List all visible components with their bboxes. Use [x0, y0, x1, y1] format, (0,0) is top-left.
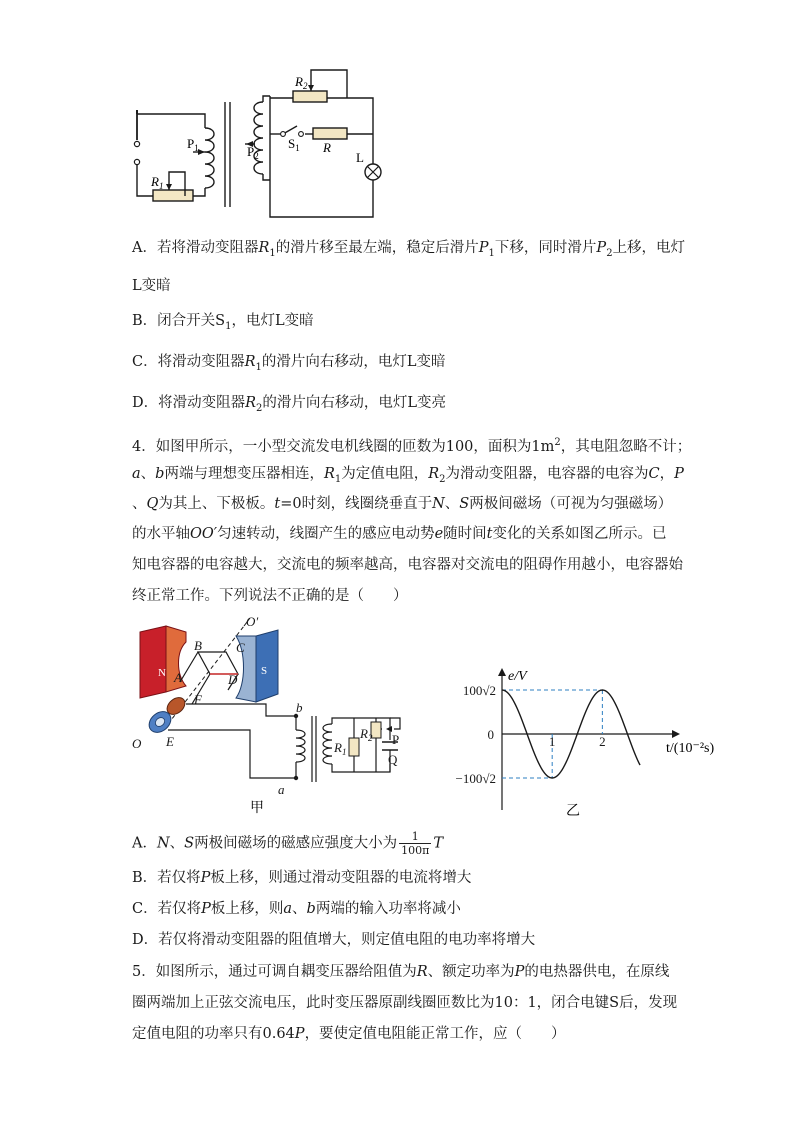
q4-option-a: A．N、S两极间磁场的磁感应强度大小为 $\frac{1}{100\pi}$ T — [132, 830, 444, 857]
circuit-diagram-transformer — [125, 62, 385, 222]
label-a-point: A — [174, 670, 182, 685]
label-r2: $R_2$ — [360, 726, 373, 743]
x-axis-label: t/(10⁻²s) — [666, 741, 715, 756]
q3-option-a-line1: A．若将滑动变阻器$R_1$的滑片移至最左端，稳定后滑片$P_1$下移，同时滑片$P_2$上移，电灯 — [132, 240, 686, 259]
label-l: L — [356, 150, 364, 165]
q5-stem-line2: 圈两端加上正弦交流电压，此时变压器原副线圈匝数比为10：1，闭合电键S后，发现 — [132, 995, 678, 1011]
q4-option-d: D．若仅将滑动变阻器的阻值增大，则定值电阻的电功率将增大 — [132, 932, 536, 948]
figure-jia-generator — [128, 612, 428, 822]
q3-option-d: D．将滑动变阻器$R_2$的滑片向右移动，电灯L变亮 — [132, 395, 447, 414]
caption-jia: 甲 — [250, 801, 264, 816]
label-r: R — [323, 140, 331, 155]
q4-option-c: C．若仅将P板上移，则a、b两端的输入功率将减小 — [132, 901, 461, 917]
label-q-plate: Q — [388, 752, 398, 767]
label-r1: $R_1$ — [151, 174, 164, 191]
q4-stem-line6: 终正常工作。下列说法不正确的是（ ） — [132, 588, 408, 604]
q5-stem-line1: 5．如图所示，通过可调自耦变压器给阻值为R、额定功率为P的电热器供电，在原线 — [132, 964, 670, 980]
label-p-plate: P — [392, 732, 400, 747]
label-b-point: B — [194, 638, 202, 653]
label-n: N — [158, 667, 166, 679]
q3-option-c: C．将滑动变阻器$R_1$的滑片向右移动，电灯L变暗 — [132, 354, 446, 373]
label-o: O — [132, 736, 142, 751]
label-d-point: D — [228, 672, 238, 687]
q3-option-b: B．闭合开关$S_1$，电灯L变暗 — [132, 313, 314, 332]
label-p2: $P_2$ — [247, 144, 259, 161]
label-r1: $R_1$ — [334, 740, 347, 757]
q5-stem-line3: 定值电阻的功率只有0.64P，要使定值电阻能正常工作，应（ ） — [132, 1026, 566, 1042]
label-e-point: E — [166, 734, 174, 749]
q3-option-a-line2: L变暗 — [132, 278, 171, 294]
label-s1: $S_1$ — [288, 136, 300, 153]
y-axis-label: e/V — [508, 669, 527, 684]
label-s: S — [261, 665, 268, 677]
fraction-1-over-100pi: $\frac{1}{100\pi}$ — [401, 830, 430, 857]
x-axis-arrow — [672, 730, 680, 738]
q4-stem-line4: 的水平轴OO′匀速转动，线圈产生的感应电动势e随时间t变化的关系如图乙所示。已 — [132, 526, 667, 542]
x-tick-label-2: 2 — [599, 734, 606, 749]
label-a-terminal: a — [278, 782, 285, 797]
caption-yi: 乙 — [566, 804, 580, 819]
figure-yi-chart — [440, 660, 740, 820]
y-tick-label-max: 100√2 — [462, 683, 496, 698]
label-b-terminal: b — [296, 700, 303, 715]
q4-stem-line3: 、Q为其上、下极板。t=0时刻，线圈绕垂直于N、S两极间磁场（可视为匀强磁场） — [132, 496, 673, 512]
magnet-n — [140, 626, 166, 698]
label-r2: $R_2$ — [295, 74, 308, 91]
q4-stem-line2: a、b两端与理想变压器相连，$R_1$为定值电阻，$R_2$为滑动变阻器，电容器的电容为C，P — [132, 466, 684, 485]
y-tick-label-zero: 0 — [487, 727, 494, 742]
y-axis-arrow — [498, 668, 506, 676]
label-f-point: F — [194, 692, 202, 707]
q4-option-b: B．若仅将P板上移，则通过滑动变阻器的电流将增大 — [132, 870, 472, 886]
label-p1: $P_1$ — [187, 136, 199, 153]
q4-stem-line1: 4．如图甲所示，一小型交流发电机线圈的匝数为100，面积为$1m^2$，其电阻忽略不计； — [132, 437, 692, 455]
q4-stem-line5: 知电容器的电容越大，交流电的频率越高，电容器对交流电的阻碍作用越小，电容器始 — [132, 557, 683, 573]
x-tick-label-1: 1 — [548, 734, 556, 749]
label-o-prime: O′ — [246, 614, 259, 629]
label-c-point: C — [236, 640, 245, 655]
y-tick-label-min: −100√2 — [455, 771, 496, 786]
